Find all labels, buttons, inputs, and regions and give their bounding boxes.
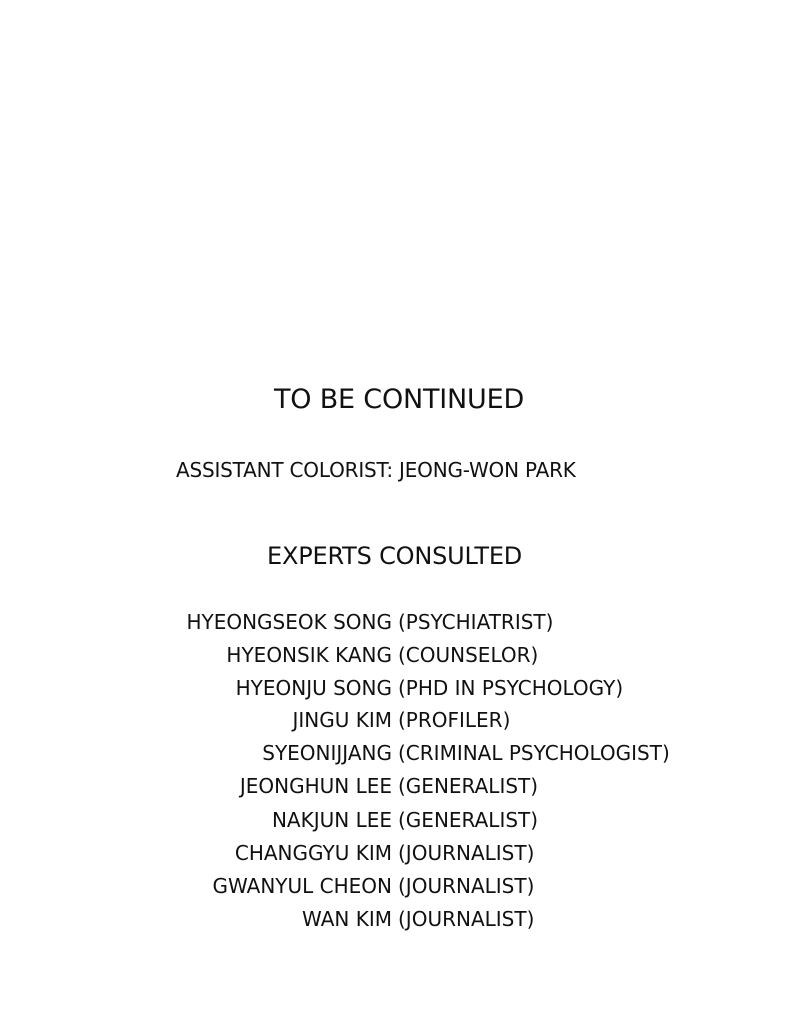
expert-name: HYEONGSEOK SONG: [186, 610, 392, 634]
expert-role: (GENERALIST): [398, 774, 539, 798]
expert-name: HYEONSIK KANG: [226, 643, 392, 667]
expert-name: HYEONJU SONG: [235, 676, 392, 700]
expert-row: [0, 675, 800, 701]
expert-role: (GENERALIST): [398, 808, 539, 832]
expert-row: [0, 873, 800, 899]
assistant-colorist-credit: ASSISTANT COLORIST: JEONG-WON PARK: [176, 458, 576, 482]
expert-role: (PROFILER): [398, 708, 511, 732]
expert-row: [0, 807, 800, 833]
expert-role: (JOURNALIST): [398, 841, 535, 865]
expert-row: [0, 707, 800, 733]
expert-row: [0, 609, 800, 635]
expert-role: (JOURNALIST): [398, 874, 535, 898]
expert-row: [0, 906, 800, 932]
expert-name: NAKJUN LEE: [271, 808, 392, 832]
expert-name: WAN KIM: [302, 907, 392, 931]
expert-row: [0, 740, 800, 766]
expert-role: (JOURNALIST): [398, 907, 535, 931]
expert-name: JINGU KIM: [292, 708, 392, 732]
expert-role: (COUNSELOR): [398, 643, 539, 667]
expert-role: (PSYCHIATRIST): [398, 610, 554, 634]
to-be-continued-title: TO BE CONTINUED: [274, 384, 525, 415]
expert-name: JEONGHUN LEE: [239, 774, 392, 798]
expert-row: [0, 642, 800, 668]
expert-row: [0, 773, 800, 799]
expert-role: (PHD IN PSYCHOLOGY): [398, 676, 624, 700]
expert-name: GWANYUL CHEON: [212, 874, 392, 898]
expert-role: (CRIMINAL PSYCHOLOGIST): [398, 741, 670, 765]
expert-name: SYEONIJJANG: [262, 741, 392, 765]
expert-row: [0, 840, 800, 866]
expert-name: CHANGGYU KIM: [234, 841, 392, 865]
experts-consulted-heading: EXPERTS CONSULTED: [267, 542, 523, 570]
